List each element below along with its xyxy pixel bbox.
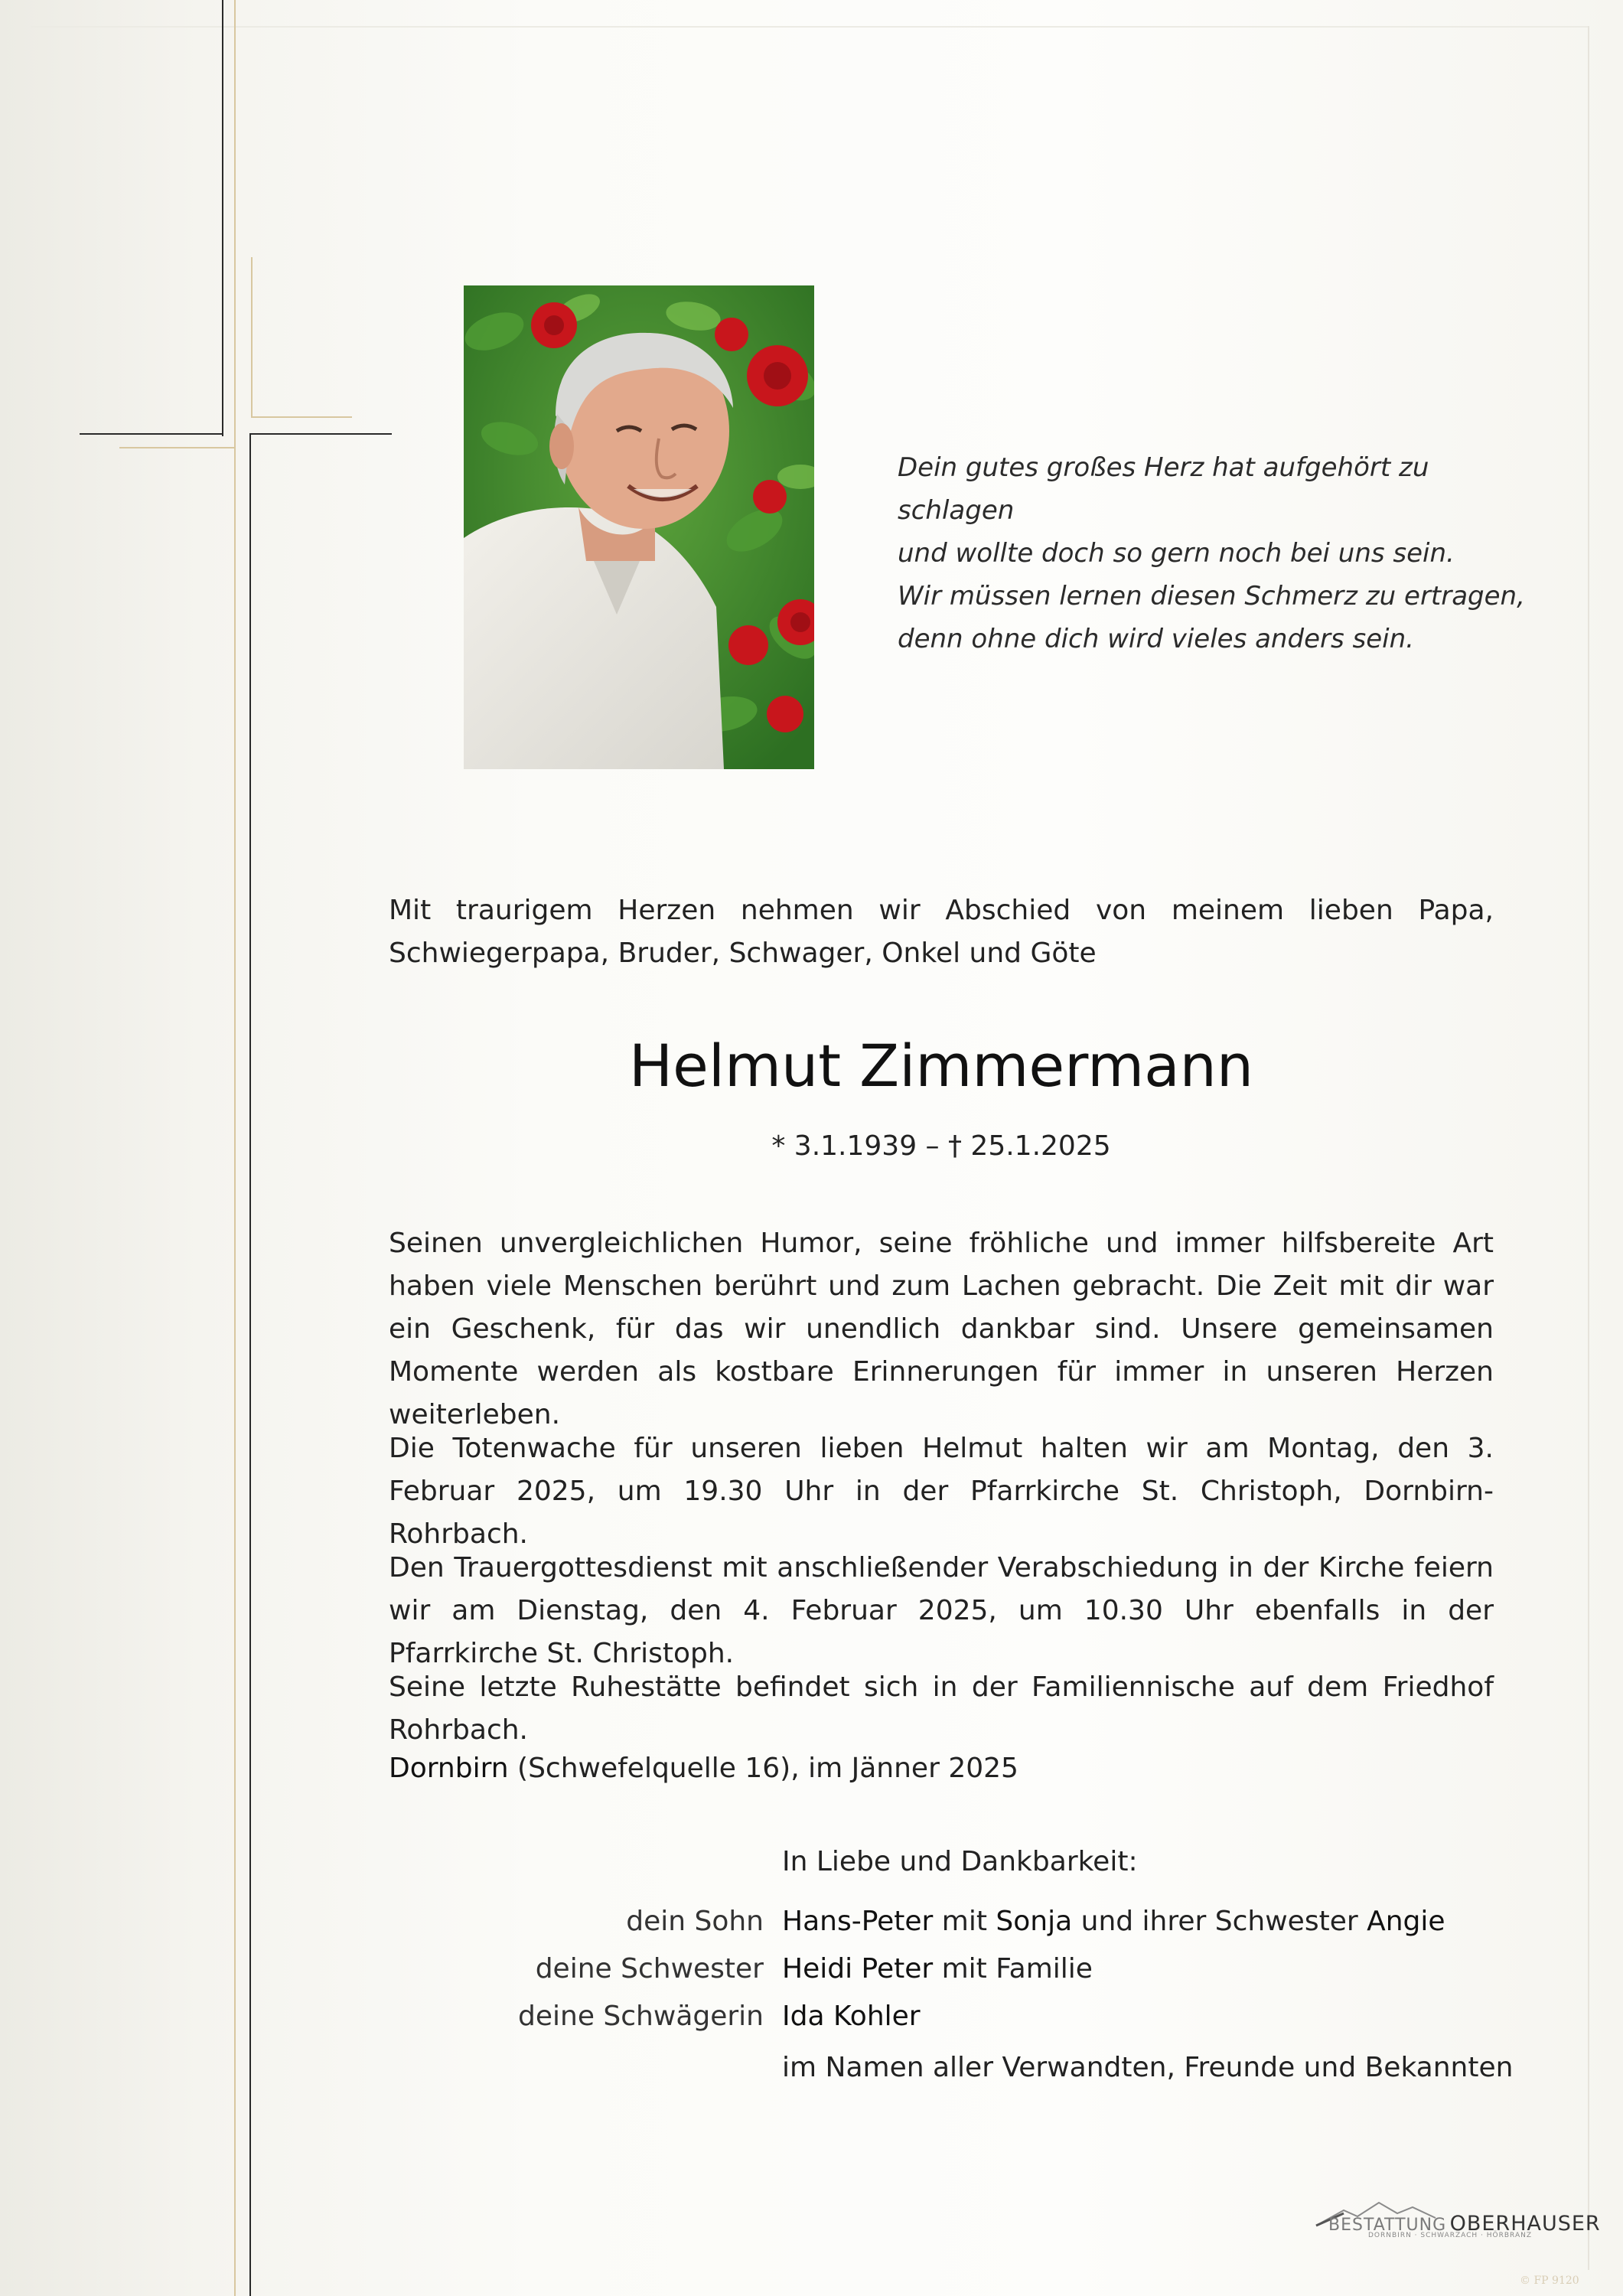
mourner-names <box>782 1898 1530 1945</box>
funeral-service-paragraph: Den Trauergottesdienst mit anschließender Verabschiedung in der Kirche feiern wir am Dienstag, den 4. Februar 2025, um 10.30 Uhr ebenfalls in der Pfarrkirche St. Christoph. <box>389 1552 1494 1669</box>
cross-horizontal-left-line <box>80 433 223 435</box>
place-date-rest: (Schwefelquelle 16), im Jänner 2025 <box>508 1753 1018 1784</box>
logo-brand: OBERHAUSER <box>1449 2212 1601 2236</box>
copyright-mark: © FP 9120 <box>1520 2275 1579 2287</box>
cross-vertical-lower-line <box>249 433 251 2296</box>
verse-line: denn ohne dich wird vieles anders sein. <box>898 624 1414 654</box>
mourner-relation: dein Sohn <box>626 1906 764 1937</box>
verse-line: Wir müssen lernen diesen Schmerz zu ertragen, <box>898 581 1525 612</box>
mourner-row <box>459 1898 1530 1945</box>
resting-place-paragraph: Seine letzte Ruhestätte befindet sich in der Familiennische auf dem Friedhof Rohrbach. <box>389 1671 1494 1746</box>
cross-gold-vertical-line <box>234 0 236 2296</box>
mourner-name: Heidi Peter <box>782 1953 934 1985</box>
mourner-connector: und ihrer Schwester <box>1072 1906 1367 1937</box>
logo-locations: DORNBIRN · SCHWARZACH · HÖRBRANZ <box>1368 2232 1532 2239</box>
funeral-home-logo <box>1313 2198 1601 2252</box>
verse-line: und wollte doch so gern noch bei uns sein. <box>898 538 1455 569</box>
portrait-photo <box>464 285 814 769</box>
deceased-name: Helmut Zimmermann <box>628 1032 1254 1100</box>
cross-gold-vertical-top-line <box>251 257 253 416</box>
mourner-relation: deine Schwester <box>535 1953 764 1985</box>
mourners-list <box>459 1898 1530 2040</box>
mourner-relation: deine Schwägerin <box>518 2001 764 2032</box>
mourner-row <box>459 1945 1530 1993</box>
frame-right-edge <box>1588 26 1589 2270</box>
cross-gold-horizontal-right-line <box>251 416 352 418</box>
intro-text: Mit traurigem Herzen nehmen wir Abschied von meinem lieben Papa, Schwiegerpapa, Bruder, Schwager, Onkel und Göte <box>389 895 1494 969</box>
verse <box>898 446 1525 660</box>
life-dates: * 3.1.1939 – † 25.1.2025 <box>771 1130 1111 1162</box>
place-date-line <box>389 1747 1494 1790</box>
verse-line: Dein gutes großes Herz hat aufgehört zu schlagen <box>898 452 1429 526</box>
logo-prefix: BESTATTUNG <box>1328 2216 1447 2235</box>
mourner-name: Angie <box>1367 1906 1445 1937</box>
mourner-name: Hans-Peter <box>782 1906 934 1937</box>
frame-top-edge <box>31 26 1589 28</box>
mourner-name: Sonja <box>996 1906 1073 1937</box>
portrait-illustration <box>464 285 814 769</box>
place-city: Dornbirn <box>389 1753 509 1784</box>
mourner-row <box>459 1993 1530 2040</box>
mourner-connector: mit Familie <box>933 1953 1093 1985</box>
closing-line: In Liebe und Dankbarkeit: <box>782 1846 1138 1877</box>
cross-vertical-upper-line <box>222 0 223 436</box>
mourner-connector: mit <box>933 1906 996 1937</box>
mourner-name: Ida Kohler <box>782 2001 921 2032</box>
mourner-names <box>782 1945 1530 1993</box>
cross-horizontal-right-line <box>249 433 392 435</box>
wake-paragraph: Die Totenwache für unseren lieben Helmut halten wir am Montag, den 3. Februar 2025, um 19.30 Uhr in der Pfarrkirche St. Christoph, Dornbirn-Rohrbach. <box>389 1433 1494 1550</box>
tribute-paragraph: Seinen unvergleichlichen Humor, seine fröhliche und immer hilfsbereite Art haben viele Menschen berührt und zum Lachen gebracht. Die Zeit mit dir war ein Geschenk, für das wir unendlich dankbar sind. Unsere gemeinsamen Momente werden als kostbare Erinnerungen für immer in unseren Herzen weiterleben. <box>389 1228 1494 1430</box>
final-line: im Namen aller Verwandten, Freunde und Bekannten <box>782 2052 1514 2083</box>
mourner-names <box>782 1993 1530 2040</box>
cross-gold-horizontal-left-line <box>119 447 234 448</box>
